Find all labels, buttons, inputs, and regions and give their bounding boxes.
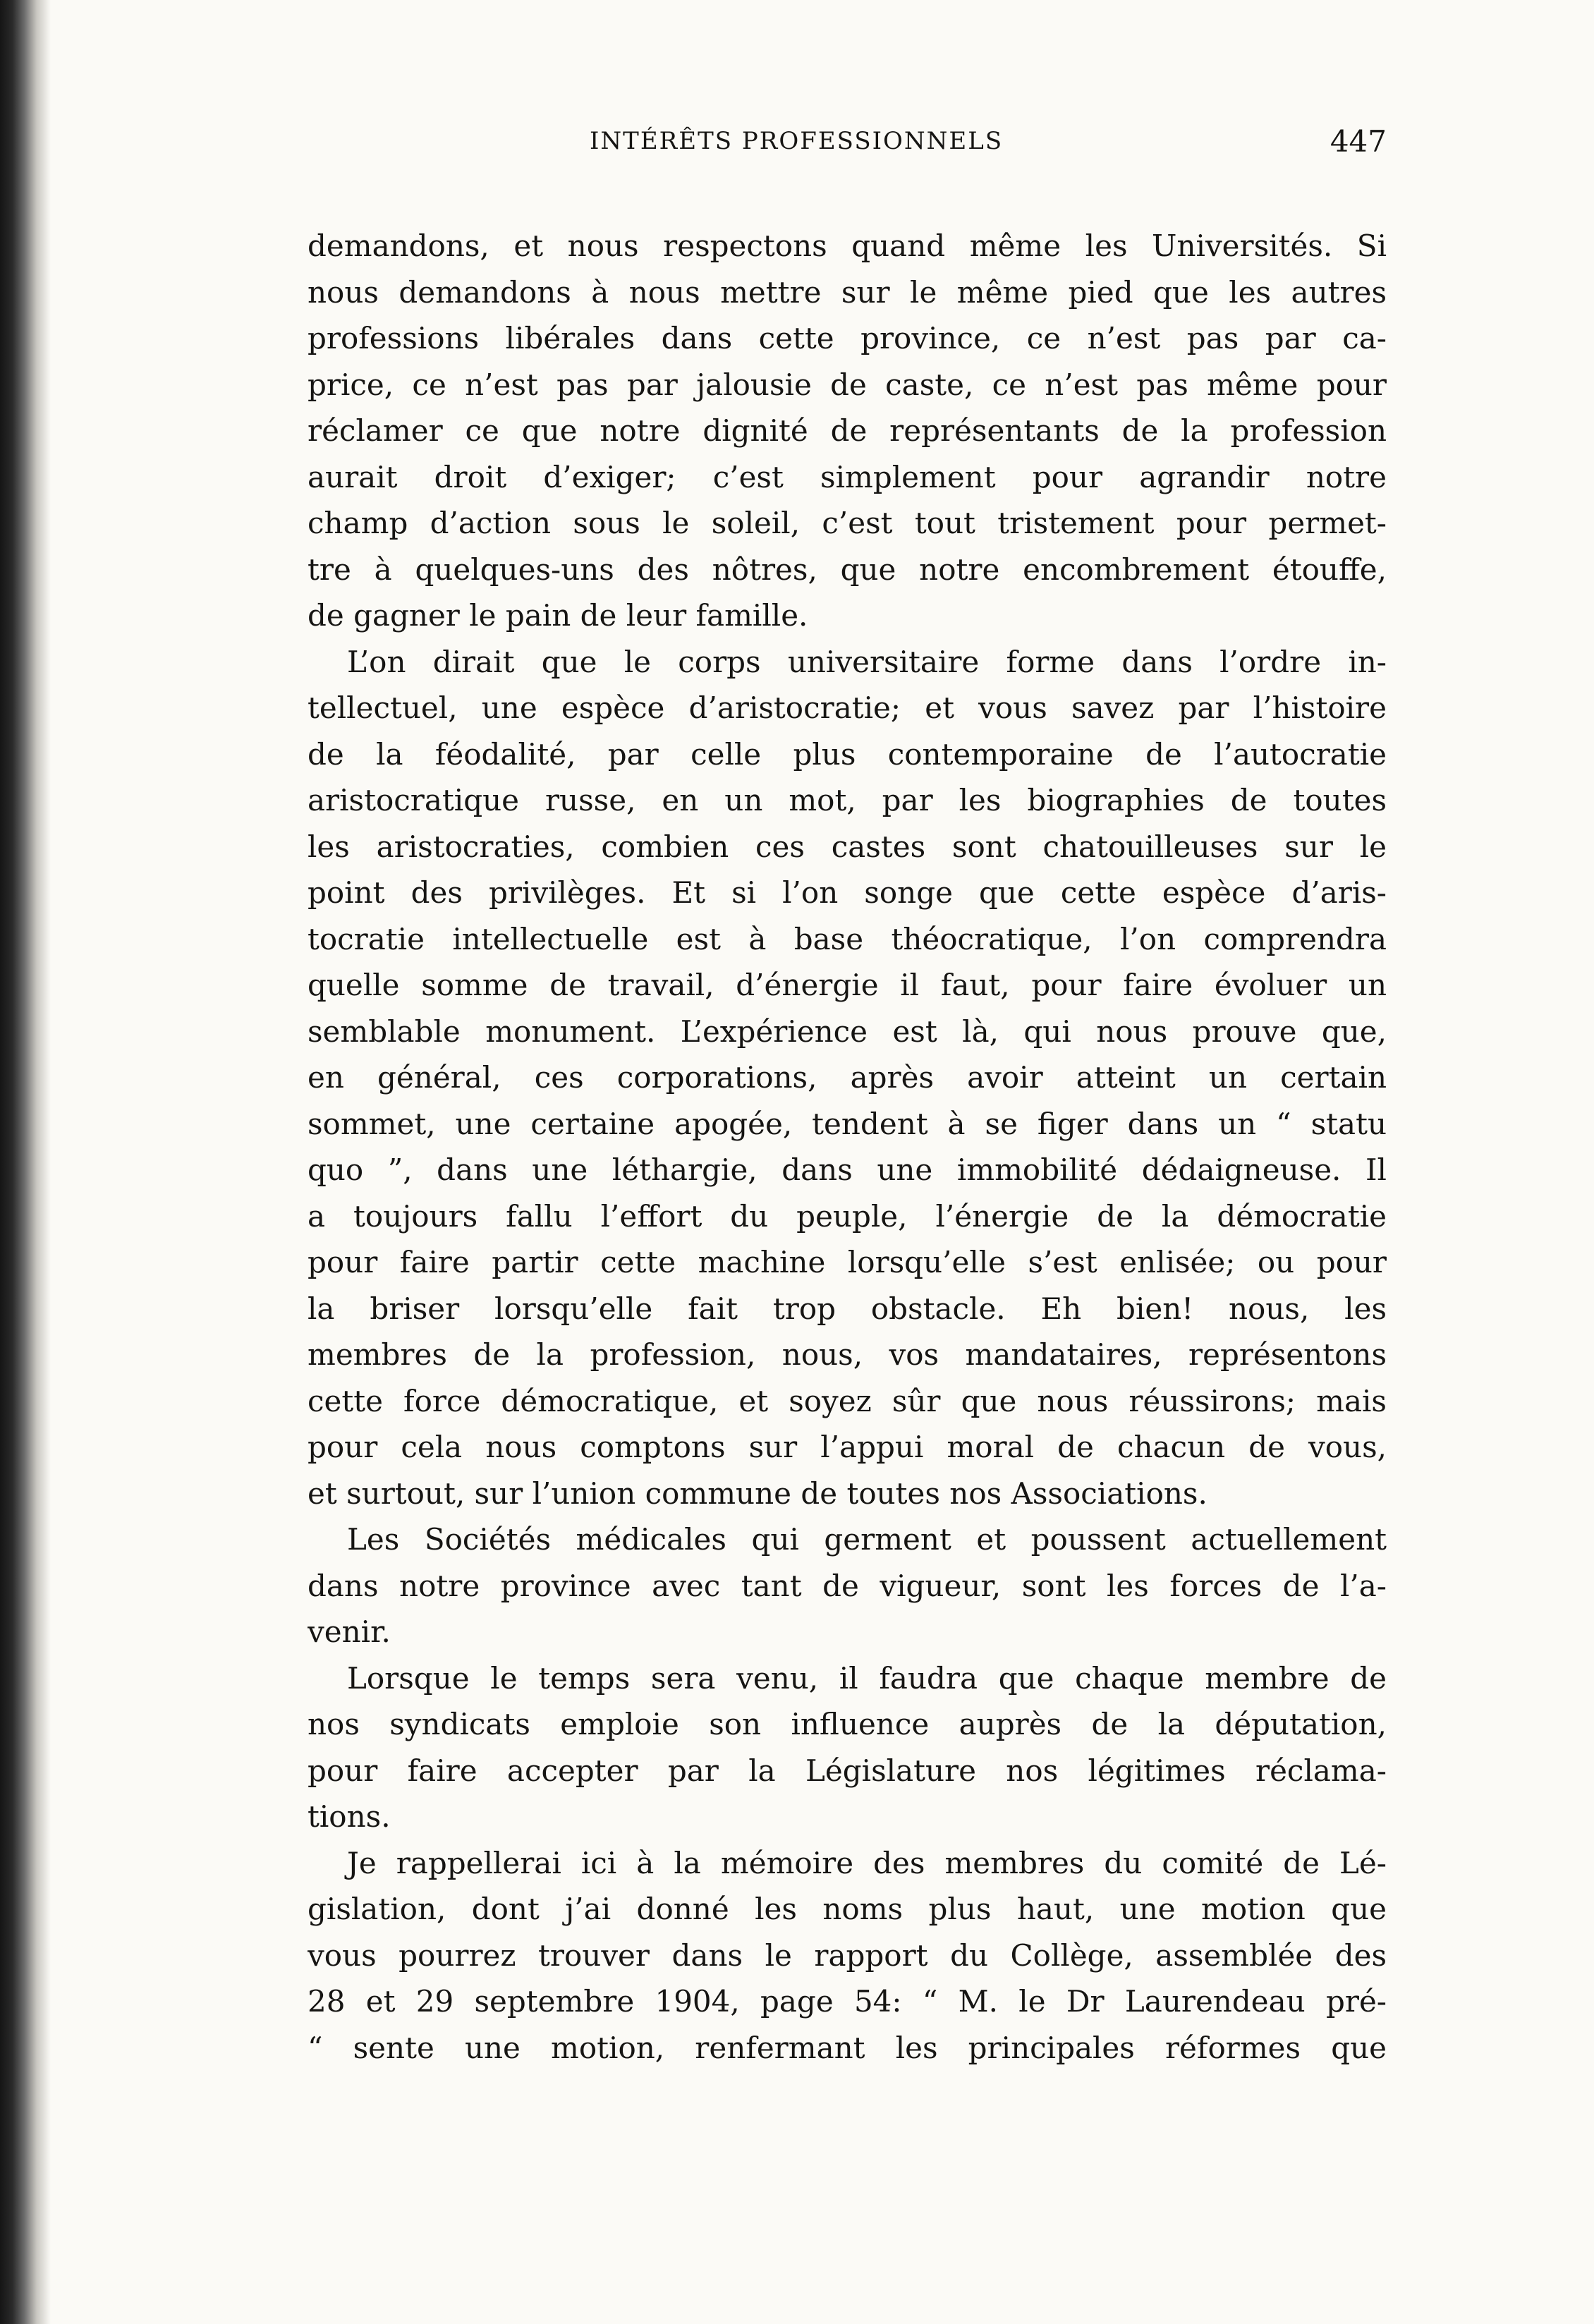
- paragraph: [308, 1840, 1387, 2071]
- paragraph: [308, 223, 1387, 639]
- text-line: dans notre province avec tant de vigueur, sont les forces de l’a-: [308, 1568, 1387, 1603]
- text-line: membres de la profession, nous, vos mandataires, représentons: [308, 1337, 1387, 1372]
- body-text: [308, 223, 1387, 2071]
- text-line: “ sente une motion, renfermant les principales réformes que: [308, 2030, 1387, 2065]
- text-line: L’on dirait que le corps universitaire forme dans l’ordre in-: [347, 644, 1387, 679]
- text-line: de gagner le pain de leur famille.: [308, 598, 808, 633]
- paragraph: [308, 1516, 1387, 1655]
- text-line: vous pourrez trouver dans le rapport du Collège, assemblée des: [308, 1937, 1387, 1973]
- text-line: semblable monument. L’expérience est là, qui nous prouve que,: [308, 1014, 1387, 1049]
- text-line: quo ”, dans une léthargie, dans une immobilité dédaigneuse. Il: [308, 1152, 1387, 1187]
- text-line: a toujours fallu l’effort du peuple, l’énergie de la démocratie: [308, 1198, 1387, 1234]
- text-line: venir.: [308, 1614, 391, 1649]
- text-line: réclamer ce que notre dignité de représentants de la profession: [308, 413, 1387, 448]
- text-line: de la féodalité, par celle plus contemporaine de l’autocratie: [308, 736, 1387, 772]
- page-number: 447: [1330, 124, 1387, 159]
- text-line: la briser lorsqu’elle fait trop obstacle. Eh bien! nous, les: [308, 1291, 1387, 1326]
- text-line: sommet, une certaine apogée, tendent à se figer dans un “ statu: [308, 1106, 1387, 1141]
- text-line: les aristocraties, combien ces castes sont chatouilleuses sur le: [308, 829, 1387, 864]
- text-line: et surtout, sur l’union commune de toutes nos Associations.: [308, 1476, 1207, 1511]
- text-line: tocratie intellectuelle est à base théocratique, l’on comprendra: [308, 921, 1387, 956]
- text-line: quelle somme de travail, d’énergie il faut, pour faire évoluer un: [308, 968, 1387, 1002]
- text-line: cette force démocratique, et soyez sûr que nous réussirons; mais: [308, 1383, 1387, 1418]
- text-line: gislation, dont j’ai donné les noms plus haut, une motion que: [308, 1892, 1387, 1926]
- running-head: [308, 124, 1387, 169]
- text-line: champ d’action sous le soleil, c’est tout tristement pour permet-: [308, 506, 1387, 540]
- text-line: pour faire accepter par la Législature nos légitimes réclama-: [308, 1753, 1387, 1788]
- text-line: aurait droit d’exiger; c’est simplement pour agrandir notre: [308, 459, 1387, 494]
- text-line: Les Sociétés médicales qui germent et poussent actuellement: [347, 1522, 1387, 1557]
- paragraph: [308, 639, 1387, 1517]
- text-line: en général, ces corporations, après avoir atteint un certain: [308, 1060, 1387, 1095]
- text-line: Lorsque le temps sera venu, il faudra que chaque membre de: [347, 1660, 1387, 1696]
- text-line: point des privilèges. Et si l’on songe que cette espèce d’aris-: [308, 875, 1387, 910]
- text-line: pour cela nous comptons sur l’appui moral de chacun de vous,: [308, 1430, 1387, 1464]
- text-line: demandons, et nous respectons quand même les Universités. Si: [308, 229, 1387, 263]
- text-line: price, ce n’est pas par jalousie de caste, ce n’est pas même pour: [308, 367, 1387, 402]
- text-line: professions libérales dans cette province, ce n’est pas par ca-: [308, 321, 1387, 355]
- text-line: pour faire partir cette machine lorsqu’elle s’est enlisée; ou pour: [308, 1245, 1387, 1279]
- text-line: Je rappellerai ici à la mémoire des membres du comité de Lé-: [347, 1845, 1387, 1880]
- text-line: nos syndicats emploie son influence auprès de la députation,: [308, 1707, 1387, 1741]
- text-line: tions.: [308, 1799, 391, 1834]
- text-line: tellectuel, une espèce d’aristocratie; et vous savez par l’histoire: [308, 690, 1387, 725]
- text-line: 28 et 29 septembre 1904, page 54: “ M. le Dr Laurendeau pré-: [308, 1984, 1387, 2019]
- paragraph: [308, 1655, 1387, 1840]
- text-line: aristocratique russe, en un mot, par les biographies de toutes: [308, 783, 1387, 817]
- running-title: INTÉRÊTS PROFESSIONNELS: [590, 127, 1004, 155]
- text-line: tre à quelques-uns des nôtres, que notre encombrement étouffe,: [308, 552, 1387, 587]
- text-line: nous demandons à nous mettre sur le même pied que les autres: [308, 274, 1387, 310]
